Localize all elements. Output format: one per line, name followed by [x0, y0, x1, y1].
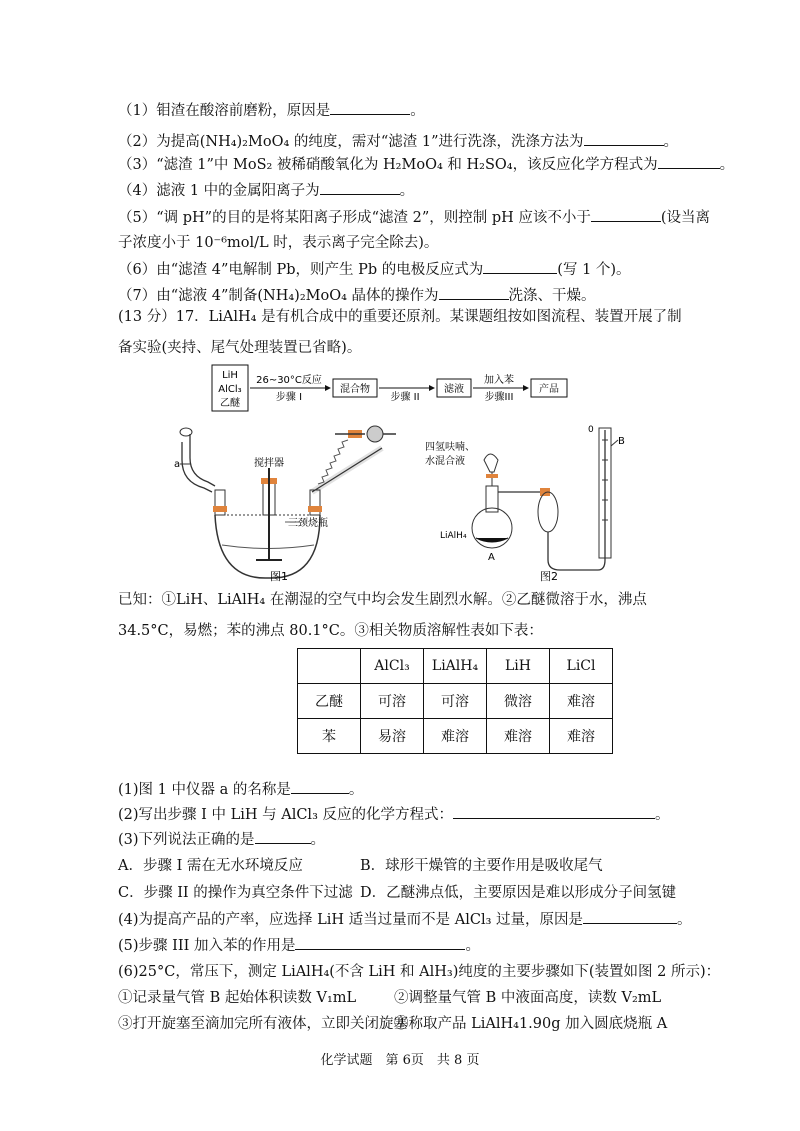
table-cell: 可溶: [424, 684, 487, 719]
condenser: [312, 448, 382, 492]
answer-blank[interactable]: [453, 804, 655, 819]
page-footer: 化学试题 第 6页 共 8 页: [320, 1053, 480, 1068]
leveling-bulb: [538, 492, 558, 532]
answer-blank[interactable]: [583, 909, 677, 924]
step1-condition: 26~30°C反应: [256, 375, 322, 386]
table-cell: 难溶: [487, 719, 550, 754]
table-cell: 难溶: [550, 684, 613, 719]
label-a: A: [488, 552, 495, 563]
q16-item-5: （5）“调 pH”的目的是将某阳离子形成“滤渣 2”，则控制 pH 应该不小于 (设当离: [118, 207, 710, 228]
label-flask: 三颈烧瓶: [288, 518, 328, 529]
table-cell: 微溶: [487, 684, 550, 719]
stopper-left: [213, 506, 227, 512]
step1-label: 步骤 I: [275, 392, 303, 403]
flow-arrow-2-head: [429, 385, 435, 391]
answer-blank[interactable]: [439, 285, 509, 300]
table-cell: LiH: [487, 649, 550, 684]
q16-item-3: （3）“滤渣 1”中 MoS₂ 被稀硝酸氧化为 H₂MoO₄ 和 H₂SO₄，该反应化学方程式为 。: [118, 154, 734, 175]
solubility-table: [297, 648, 613, 754]
q17-intro: (13 分）17．LiAlH₄ 是有机合成中的重要还原剂。某课题组按如图流程、装置开展了制备实验(夹持、尾气处理装置已省略)。: [118, 309, 682, 356]
dropping-funnel-body: [182, 442, 212, 492]
table-row: [298, 684, 613, 719]
stopcock: [486, 474, 498, 478]
answer-blank[interactable]: [584, 131, 664, 146]
flow-chart: [200, 363, 580, 415]
table-cell: AlCl₃: [361, 649, 424, 684]
label-liquid-1: 四氢呋喃、: [425, 442, 475, 453]
answer-blank[interactable]: [330, 100, 410, 115]
q17-1: (1)图 1 中仪器 a 的名称是 。: [118, 779, 363, 800]
q16-item-1: （1）钼渣在酸溶前磨粉，原因是 。: [118, 100, 425, 121]
option-a: A．步骤 I 需在无水环境反应: [118, 858, 303, 874]
q17-6: (6)25°C，常压下，测定 LiAlH₄(不含 LiH 和 AlH₃)纯度的主要步骤如下(装置如图 2 所示)：: [118, 964, 721, 980]
reactant-ether: 乙醚: [220, 398, 240, 409]
step2-label: 步骤 II: [390, 392, 420, 403]
figure-1-caption: 图1: [270, 570, 288, 583]
label-sample: LiAlH₄: [440, 531, 467, 541]
sample-fill: [476, 538, 508, 542]
step-3: ③打开旋塞至滴加完所有液体，立即关闭旋塞: [118, 1016, 408, 1032]
answer-blank[interactable]: [295, 935, 465, 950]
answer-blank[interactable]: [320, 180, 400, 195]
answer-blank[interactable]: [591, 207, 661, 222]
option-d: D．乙醚沸点低，主要原因是难以形成分子间氢键: [360, 885, 677, 901]
figure-2: [420, 420, 630, 590]
label-stirrer: 搅拌器: [254, 458, 284, 469]
step-2: ②调整量气管 B 中液面高度，读数 V₂mL: [394, 990, 662, 1006]
table-header-row: [298, 649, 613, 684]
product-label: 产品: [539, 384, 559, 395]
q16-item-6: （6）由“滤渣 4”电解制 Pb，则产生 Pb 的电极反应式为 (写 1 个)。: [118, 259, 631, 280]
funnel-stopper: [180, 428, 192, 436]
rubber-tube: [548, 430, 605, 570]
flow-arrow-3-head: [523, 385, 529, 391]
table-row: [298, 719, 613, 754]
q17-5: (5)步骤 III 加入苯的作用是 。: [118, 935, 480, 956]
step-1: ①记录量气管 B 起始体积读数 V₁mL: [118, 990, 357, 1006]
step3-label: 步骤III: [484, 392, 514, 403]
table-cell: 乙醚: [298, 684, 361, 719]
label-zero: 0: [588, 425, 594, 435]
answer-blank[interactable]: [483, 259, 557, 274]
q16-item-7: （7）由“滤液 4”制备(NH₄)₂MoO₄ 晶体的操作为 洗涤、干燥。: [118, 285, 596, 306]
separatory-funnel: [484, 454, 498, 472]
q16-item-2: （2）为提高(NH₄)₂MoO₄ 的纯度，需对“滤渣 1”进行洗涤，洗涤方法为 。: [118, 131, 678, 152]
table-cell: 难溶: [424, 719, 487, 754]
answer-blank[interactable]: [291, 779, 349, 794]
filtrate-label: 滤液: [444, 384, 464, 395]
option-c: C．步骤 II 的操作为真空条件下过滤: [118, 885, 353, 901]
table-cell: [298, 649, 361, 684]
stopper-right: [308, 506, 322, 512]
table-cell: 难溶: [550, 719, 613, 754]
q17-3: (3)下列说法正确的是 。: [118, 829, 325, 850]
reactant-alcl3: AlCl₃: [218, 384, 242, 395]
label-b: B: [618, 436, 625, 447]
q16-item-4: （4）滤液 1 中的金属阳离子为 。: [118, 180, 414, 201]
figure-1: [160, 420, 400, 590]
step3-condition: 加入苯: [484, 375, 514, 386]
known-info: 已知：①LiH、LiAlH₄ 在潮湿的空气中均会发生剧烈水解。②乙醚微溶于水，沸点 34.5°C，易燃；苯的沸点 80.1°C。③相关物质溶解性表如下表：: [118, 592, 647, 639]
answer-blank[interactable]: [658, 154, 720, 169]
q17-2: (2)写出步骤 I 中 LiH 与 AlCl₃ 反应的化学方程式： 。: [118, 804, 670, 825]
table-cell: 苯: [298, 719, 361, 754]
table-cell: 易溶: [361, 719, 424, 754]
mixture-label: 混合物: [340, 384, 370, 395]
table-cell: 可溶: [361, 684, 424, 719]
q17-4: (4)为提高产品的产率，应选择 LiH 适当过量而不是 AlCl₃ 过量，原因是 。: [118, 909, 692, 930]
step-4: ④称取产品 LiAlH₄1.90g 加入圆底烧瓶 A: [394, 1016, 668, 1032]
reactant-lih: LiH: [222, 370, 238, 381]
q16-item-5-cont: 子浓度小于 10⁻⁶mol/L 时，表示离子完全除去)。: [118, 235, 439, 251]
table-cell: LiCl: [550, 649, 613, 684]
table-cell: LiAlH₄: [424, 649, 487, 684]
label-a: a: [174, 459, 181, 470]
flow-arrow-1-head: [325, 385, 331, 391]
answer-blank[interactable]: [255, 829, 311, 844]
option-b: B．球形干燥管的主要作用是吸收尾气: [360, 858, 603, 874]
drying-tube-bulb: [367, 426, 383, 442]
label-liquid-2: 水混合液: [425, 456, 465, 467]
figure-2-caption: 图2: [540, 570, 558, 583]
